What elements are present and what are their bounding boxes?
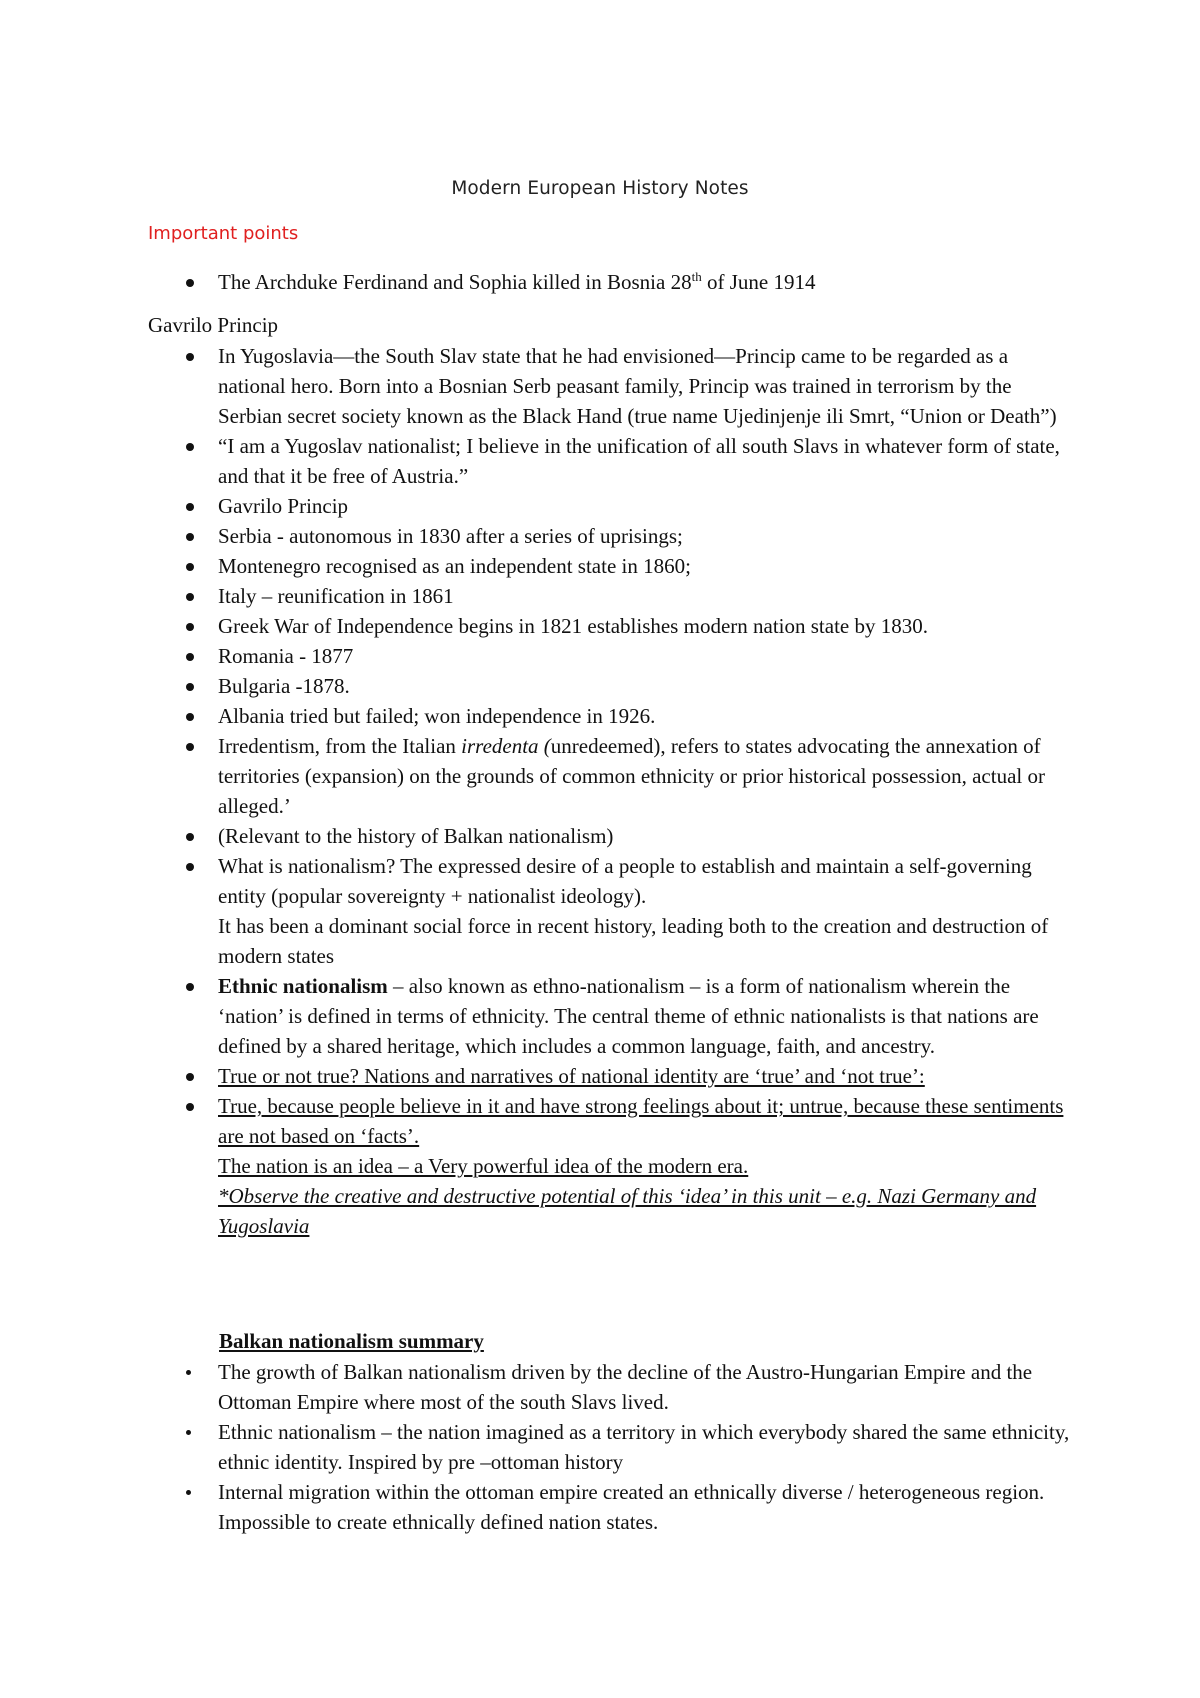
list-item-text: Romania - 1877 bbox=[218, 644, 354, 668]
ethnic-nationalism-term: Ethnic nationalism bbox=[218, 974, 388, 998]
list-item-text: of June 1914 bbox=[701, 270, 816, 294]
list-item bbox=[180, 1417, 1070, 1477]
list-item bbox=[180, 671, 1080, 701]
balkan-summary-heading: Balkan nationalism summary bbox=[219, 1329, 484, 1353]
list-item-nationalism bbox=[180, 851, 1080, 971]
bullet-icon bbox=[186, 1490, 191, 1495]
list-item-text: Ethnic nationalism – the nation imagined as a territory in which everybody shared the same ethnicity, ethnic identity. Inspired by pre –ottoman history bbox=[218, 1420, 1070, 1474]
bullet-icon bbox=[186, 1430, 191, 1435]
true-or-not-text: True or not true? Nations and narratives of national identity are ‘true’ and ‘not true’: bbox=[218, 1064, 925, 1088]
list-item-text: Internal migration within the ottoman empire created an ethnically diverse / heterogeneous region. Impossible to create ethnically defined nation states. bbox=[218, 1480, 1045, 1534]
irredentism-text: Irredentism, from the Italian bbox=[218, 734, 462, 758]
bullet-icon bbox=[186, 833, 194, 841]
gavrilo-princip-heading: Gavrilo Princip bbox=[148, 313, 279, 337]
list-item-text: Italy – reunification in 1861 bbox=[218, 584, 454, 608]
bullet-icon bbox=[186, 353, 194, 361]
bullet-icon bbox=[186, 1073, 194, 1081]
bullet-icon bbox=[186, 533, 194, 541]
bullet-icon bbox=[186, 563, 194, 571]
bullet-icon bbox=[186, 623, 194, 631]
superscript-th: th bbox=[691, 269, 702, 284]
list-item-true-because bbox=[180, 1091, 1080, 1241]
irredentism-italic: irredenta ( bbox=[461, 734, 551, 758]
list-item bbox=[180, 821, 1080, 851]
ethnic-nationalism-definition: – also known as ethno-nationalism – is a form of nationalism wherein the ‘nation’ is defined in terms of ethnicity. The central theme of ethnic nationalists is that nations are defined by a shared heritage, which includes a common language, faith, and ancestry. bbox=[218, 974, 1039, 1058]
bullet-icon bbox=[186, 653, 194, 661]
list-item bbox=[180, 491, 1080, 521]
list-item-true-or-not bbox=[180, 1061, 1080, 1091]
list-item-text: Albania tried but failed; won independence in 1926. bbox=[218, 704, 656, 728]
bullet-icon bbox=[186, 593, 194, 601]
nationalism-continuation: It has been a dominant social force in recent history, leading both to the creation and destruction of modern states bbox=[218, 914, 1049, 968]
list-item-text: Serbia - autonomous in 1830 after a series of uprisings; bbox=[218, 524, 683, 548]
true-because-text: True, because people believe in it and have strong feelings about it; untrue, because these sentiments are not based on ‘facts’. bbox=[218, 1094, 1064, 1148]
bullet-icon bbox=[186, 983, 194, 991]
bullet-icon bbox=[186, 1103, 194, 1111]
first-bullet-list bbox=[180, 267, 1000, 297]
list-item bbox=[180, 1477, 1070, 1537]
bullet-icon bbox=[186, 683, 194, 691]
document-title: Modern European History Notes bbox=[451, 178, 749, 199]
list-item bbox=[180, 1357, 1070, 1417]
list-item-text: (Relevant to the history of Balkan nationalism) bbox=[218, 824, 614, 848]
section-heading-important-points: Important points bbox=[148, 223, 299, 244]
bullet-icon bbox=[186, 863, 194, 871]
list-item-text: In Yugoslavia—the South Slav state that he had envisioned—Princip came to be regarded as a national hero. Born into a Bosnian Serb peasant family, Princip was trained in terrorism by the Serbian secret society known as the Black Hand (true name Ujedinjenje ili Smrt, “Union or Death”) bbox=[218, 344, 1057, 428]
bullet-icon bbox=[186, 1370, 191, 1375]
list-item-text: Gavrilo Princip bbox=[218, 494, 349, 518]
observe-note-text: *Observe the creative and destructive potential of this ‘idea’ in this unit – e.g. Nazi Germany and Yugoslavia bbox=[218, 1184, 1037, 1238]
princip-bullet-list bbox=[180, 341, 1080, 1241]
list-item bbox=[180, 521, 1080, 551]
list-item-text: “I am a Yugoslav nationalist; I believe in the unification of all south Slavs in whatever form of state, and that it be free of Austria.” bbox=[218, 434, 1060, 488]
nation-idea-text: The nation is an idea – a Very powerful idea of the modern era. bbox=[218, 1154, 749, 1178]
irredentism-text-rest: unredeemed), refers to states advocating the annexation of territories (expansion) on the grounds of common ethnicity or prior historical possession, actual or alleged.’ bbox=[218, 734, 1045, 818]
list-item-irredentism bbox=[180, 731, 1080, 821]
list-item bbox=[180, 611, 1080, 641]
bullet-icon bbox=[186, 279, 194, 287]
list-item bbox=[180, 581, 1080, 611]
list-item-text: Greek War of Independence begins in 1821 establishes modern nation state by 1830. bbox=[218, 614, 928, 638]
list-item-text: The Archduke Ferdinand and Sophia killed in Bosnia 28 bbox=[218, 270, 692, 294]
bullet-icon bbox=[186, 743, 194, 751]
list-item bbox=[180, 431, 1080, 491]
list-item-text: Montenegro recognised as an independent state in 1860; bbox=[218, 554, 691, 578]
list-item-text: The growth of Balkan nationalism driven by the decline of the Austro-Hungarian Empire and the Ottoman Empire where most of the south Slavs lived. bbox=[218, 1360, 1033, 1414]
list-item bbox=[180, 641, 1080, 671]
bullet-icon bbox=[186, 503, 194, 511]
list-item-text: Bulgaria -1878. bbox=[218, 674, 350, 698]
list-item bbox=[180, 551, 1080, 581]
list-item bbox=[180, 341, 1080, 431]
list-item bbox=[180, 267, 1000, 297]
list-item bbox=[180, 701, 1080, 731]
list-item-ethnic-nationalism bbox=[180, 971, 1080, 1061]
balkan-summary-list bbox=[180, 1357, 1070, 1537]
bullet-icon bbox=[186, 443, 194, 451]
bullet-icon bbox=[186, 713, 194, 721]
nationalism-question: What is nationalism? The expressed desire of a people to establish and maintain a self-governing entity (popular sovereignty + nationalist ideology). bbox=[218, 854, 1032, 908]
